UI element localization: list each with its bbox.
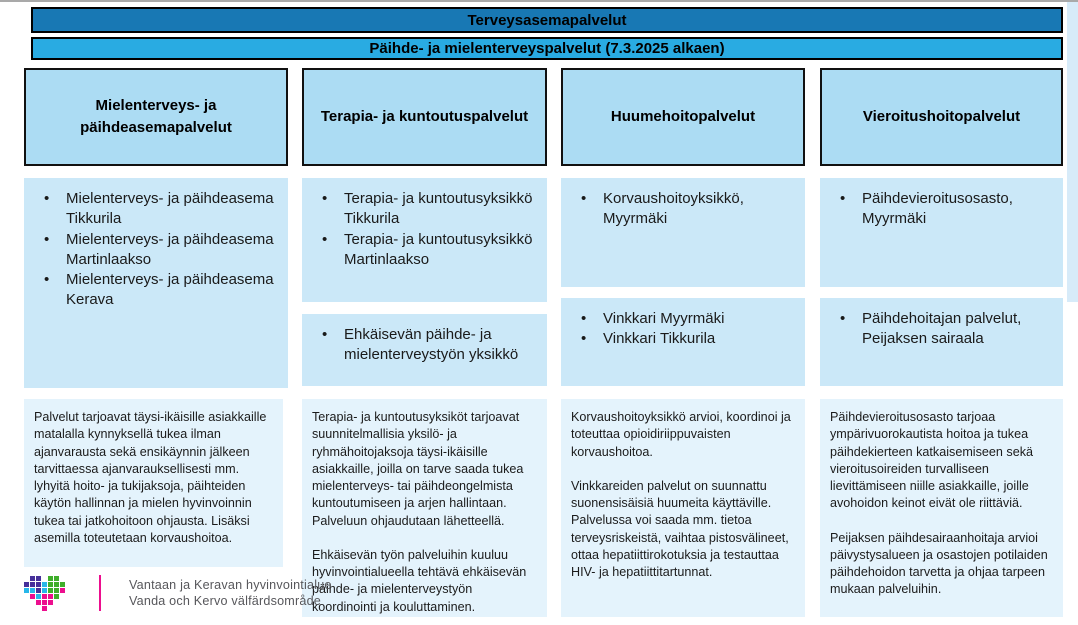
unit-list-box [302,314,547,386]
heart-cell [48,600,53,605]
description-paragraph: Korvaushoitoyksikkö arvioi, koordinoi ja toteuttaa opioidiriippuvaisten korvaushoitoa. [571,410,791,459]
heart-cell [48,594,53,599]
unit-list-item: • Mielenterveys- ja päihdeasema Martinlaakso [44,230,282,271]
heart-cell [24,576,29,581]
heart-cell [48,582,53,587]
description-paragraph: Terapia- ja kuntoutusyksiköt tarjoavat suunnitelmallisia yksilö- ja ryhmähoitojaksoja täysi-ikäisille asiakkaille, joilla on tarve saada tukea mielenterveys- tai päihdeongelmista kuntoutumiseen ja arjen hallintaan. Palveluun ohjaudutaan lähetteellä. [312,410,524,528]
heart-cell [60,588,65,593]
heart-cell [42,576,47,581]
column-header [820,68,1063,166]
heart-cell [36,582,41,587]
logo-text-line2: Vanda och Kervo välfärdsområde [129,594,321,608]
heart-cell [30,588,35,593]
column-vieroitushoitopalvelut [820,0,1063,625]
heart-cell [24,606,29,611]
unit-list [24,178,288,311]
unit-list-box [24,178,288,388]
heart-row [24,582,65,587]
unit-list-item: • Vinkkari Myyrmäki [581,309,799,329]
description-box [820,399,1063,617]
heart-cell [54,594,59,599]
heart-row [24,600,65,605]
description-paragraph: Ehkäisevän työn palveluihin kuuluu hyvinvointialueella tehtävä ehkäisevän päihde- ja mielenterveystyön koordinointi ja kouluttaminen. [312,547,527,614]
unit-list-item: • Mielenterveys- ja päihdeasema Tikkurila [44,189,282,230]
description-paragraph: Päihdevieroitusosasto tarjoaa ympärivuorokautista hoitoa ja tukea päihdekierteen katkaisemiseen sekä vieroitusoireiden turvalliseen lievittämiseen niille asiakkaille, joille avohoidon keinot eivät ole riittäviä. [830,410,1034,511]
description-paragraph: Vinkkareiden palvelut on suunnattu suonensisäisiä huumeita käyttäville. Palvelussa voi saada mm. tietoa terveysriskeistä, vaihtaa pistosvälineet, ottaa hepatiittirokotuksia ja testauttaa HIV- ja hepatiittitartunnat. [571,478,789,579]
unit-list [820,178,1063,230]
unit-list-box [820,298,1063,386]
unit-list-box [820,178,1063,287]
heart-cell [54,582,59,587]
unit-list [302,314,547,366]
main-title: Terveysasemapalvelut [467,11,627,29]
column-title: Terapia- ja kuntoutuspalvelut [320,108,529,126]
column-title: Vieroitushoitopalvelut [862,108,1021,126]
pixel-heart-icon [24,576,65,611]
unit-list-item: • Vinkkari Tikkurila [581,329,799,349]
heart-cell [30,582,35,587]
heart-cell [42,600,47,605]
unit-list-item: • Mielenterveys- ja päihdeasema Kerava [44,270,282,311]
heart-cell [24,582,29,587]
heart-cell [36,588,41,593]
description-box [24,399,283,567]
heart-cell [54,600,59,605]
column-title: Huumehoitopalvelut [610,108,756,126]
heart-cell [30,606,35,611]
heart-cell [54,588,59,593]
heart-cell [36,600,41,605]
description-box [302,399,547,617]
heart-row [24,606,65,611]
heart-cell [48,606,53,611]
heart-cell [30,594,35,599]
heart-cell [36,576,41,581]
heart-cell [42,594,47,599]
unit-list [820,298,1063,350]
column-title: Mielenterveys- ja päihdeasemapalvelut [80,97,232,136]
heart-cell [60,582,65,587]
column-mielenterveys-paihdeasemapalvelut [24,0,288,625]
heart-cell [30,576,35,581]
heart-cell [60,576,65,581]
column-header [561,68,805,166]
unit-list-item: • Terapia- ja kuntoutusyksikkö Tikkurila [322,189,541,230]
heart-cell [54,576,59,581]
heart-cell [42,582,47,587]
heart-cell [36,606,41,611]
unit-list-item: • Ehkäisevän päihde- ja mielenterveystyön yksikkö [322,325,541,366]
logo-divider [99,575,101,611]
unit-list [561,178,805,230]
slide-edge-strip [1067,2,1078,302]
description-paragraph: Peijaksen päihdesairaanhoitaja arvioi päivystysalueen ja osastojen potilaiden päihdehoidon tarvetta ja ohjaa tarpeen mukaan palveluihin. [830,530,1048,597]
unit-list [561,298,805,350]
column-terapia-kuntoutuspalvelut [302,0,547,625]
heart-cell [54,606,59,611]
subtitle: Päihde- ja mielenterveyspalvelut (7.3.2025 alkaen) [369,40,725,57]
heart-cell [48,576,53,581]
heart-cell [30,600,35,605]
heart-cell [36,594,41,599]
heart-cell [42,606,47,611]
heart-row [24,588,65,593]
heart-cell [24,600,29,605]
heart-cell [24,594,29,599]
column-huumehoitopalvelut [561,0,805,625]
unit-list-box [561,178,805,287]
column-header [302,68,547,166]
description-paragraph: Palvelut tarjoavat täysi-ikäisille asiakkaille matalalla kynnyksellä tukea ilman ajanvarausta sekä ensikäynnin jälkeen tarvittaessa ajanvarauksellisesti mm. lyhyitä hoito- ja tukijaksoja, päihteiden käytön hallinnan ja mielen hyvinvoinnin tukea tai jatkohoitoon ohjausta. Lisäksi asemilla toteutetaan korvaushoitoa. [34,410,267,545]
logo-text-line1: Vantaan ja Keravan hyvinvointialue [129,577,332,592]
unit-list-item: • Päihdevieroitusosasto, Myyrmäki [840,189,1057,230]
heart-cell [42,588,47,593]
unit-list-item: • Terapia- ja kuntoutusyksikkö Martinlaakso [322,230,541,271]
heart-cell [60,600,65,605]
unit-list [302,178,547,270]
description-box [561,399,805,617]
logo-text [129,577,332,610]
heart-cell [60,606,65,611]
heart-row [24,576,65,581]
unit-list-item: • Korvaushoitoyksikkö, Myyrmäki [581,189,799,230]
org-logo [24,570,332,616]
unit-list-box [561,298,805,386]
unit-list-item: • Päihdehoitajan palvelut, Peijaksen sairaala [840,309,1057,350]
heart-row [24,594,65,599]
heart-cell [48,588,53,593]
heart-cell [24,588,29,593]
column-header [24,68,288,166]
heart-cell [60,594,65,599]
unit-list-box [302,178,547,302]
